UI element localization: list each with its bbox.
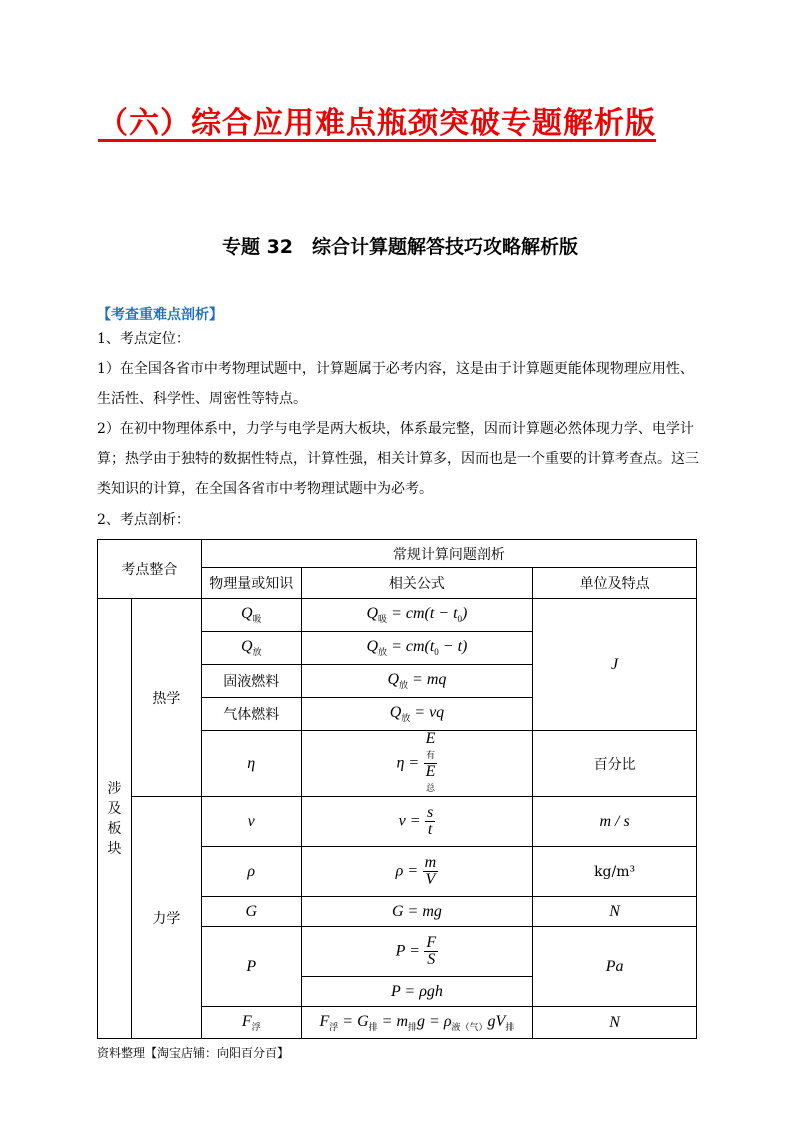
table-row: 气体燃料	[201, 698, 301, 731]
paragraph-4: 2、考点剖析：	[97, 512, 190, 528]
category-heat: 热学	[131, 599, 201, 797]
formula-gravity: G = mg	[301, 897, 533, 927]
col-header-formula: 相关公式	[301, 568, 533, 599]
table-row: v	[201, 797, 301, 847]
table-row: 固液燃料	[201, 665, 301, 698]
col-header-quantity: 物理量或知识	[201, 568, 301, 599]
footer-note: 资料整理【淘宝店铺：向阳百分百】	[97, 1046, 290, 1060]
page-title: 专题 32 综合计算题解答技巧攻略解析版	[221, 236, 579, 258]
table-row: $Q_吸$	[201, 599, 301, 632]
table-row: η	[201, 731, 301, 797]
block-label: 涉及板块	[98, 599, 132, 1039]
paragraph-1: 1、考点定位：	[97, 331, 190, 347]
analysis-table	[97, 539, 697, 1039]
formula-density: ρ = $\frac{m}{V}$	[301, 847, 533, 897]
formula-q-release: $Q_放 = cm(t_0 - t)$	[301, 632, 533, 665]
table-corner: 考点整合	[98, 540, 202, 599]
unit-gravity: N	[533, 897, 697, 927]
table-group-header: 常规计算问题剖析	[201, 540, 696, 568]
formula-gas-fuel: $Q_放$ = vq	[301, 698, 533, 731]
table-row: $F_浮$	[201, 1007, 301, 1039]
formula-pressure: P = $\frac{F}{S}$	[301, 927, 533, 977]
unit-buoyancy: N	[533, 1007, 697, 1039]
table-row: P	[201, 927, 301, 1007]
formula-pressure-liquid: P = ρgh	[301, 977, 533, 1007]
paragraph-2: 1）在全国各省市中考物理试题中，计算题属于必考内容，这是由于计算题更能体现物理应用性、生活性、科学性、周密性等特点。	[97, 361, 694, 407]
unit-density: kg/m³	[533, 847, 697, 897]
table-row: G	[201, 897, 301, 927]
category-mechanics: 力学	[131, 797, 201, 1039]
series-banner: （六）综合应用难点瓶颈突破专题解析版	[98, 106, 656, 141]
paragraph-3: 2）在初中物理体系中，力学与电学是两大板块，体系最完整，因而计算题必然体现力学、电学计算；热学由于独特的数据性特点，计算性强，相关计算多，因而也是一个重要的计算考查点。这三类知识的计算，在全国各省市中考物理试题中为必考。	[97, 421, 699, 497]
unit-velocity: m / s	[533, 797, 697, 847]
unit-pressure: Pa	[533, 927, 697, 1007]
table-row: ρ	[201, 847, 301, 897]
formula-q-absorb: $Q_吸 = cm(t - t_0)$	[301, 599, 533, 632]
table-row: $Q_放$	[201, 632, 301, 665]
formula-buoyancy: $F_浮 = G_排 = m_排g = \rho_{液(气)}gV_排$	[301, 1007, 533, 1039]
col-header-unit: 单位及特点	[533, 568, 697, 599]
unit-efficiency: 百分比	[533, 731, 697, 797]
unit-heat: J	[533, 599, 697, 731]
section-heading: 【考查重难点剖析】	[97, 307, 223, 323]
formula-velocity: v = $\frac{s}{t}$	[301, 797, 533, 847]
formula-efficiency: η = E 有 E 总	[301, 731, 533, 797]
formula-solid-fuel: $Q_放$ = mq	[301, 665, 533, 698]
